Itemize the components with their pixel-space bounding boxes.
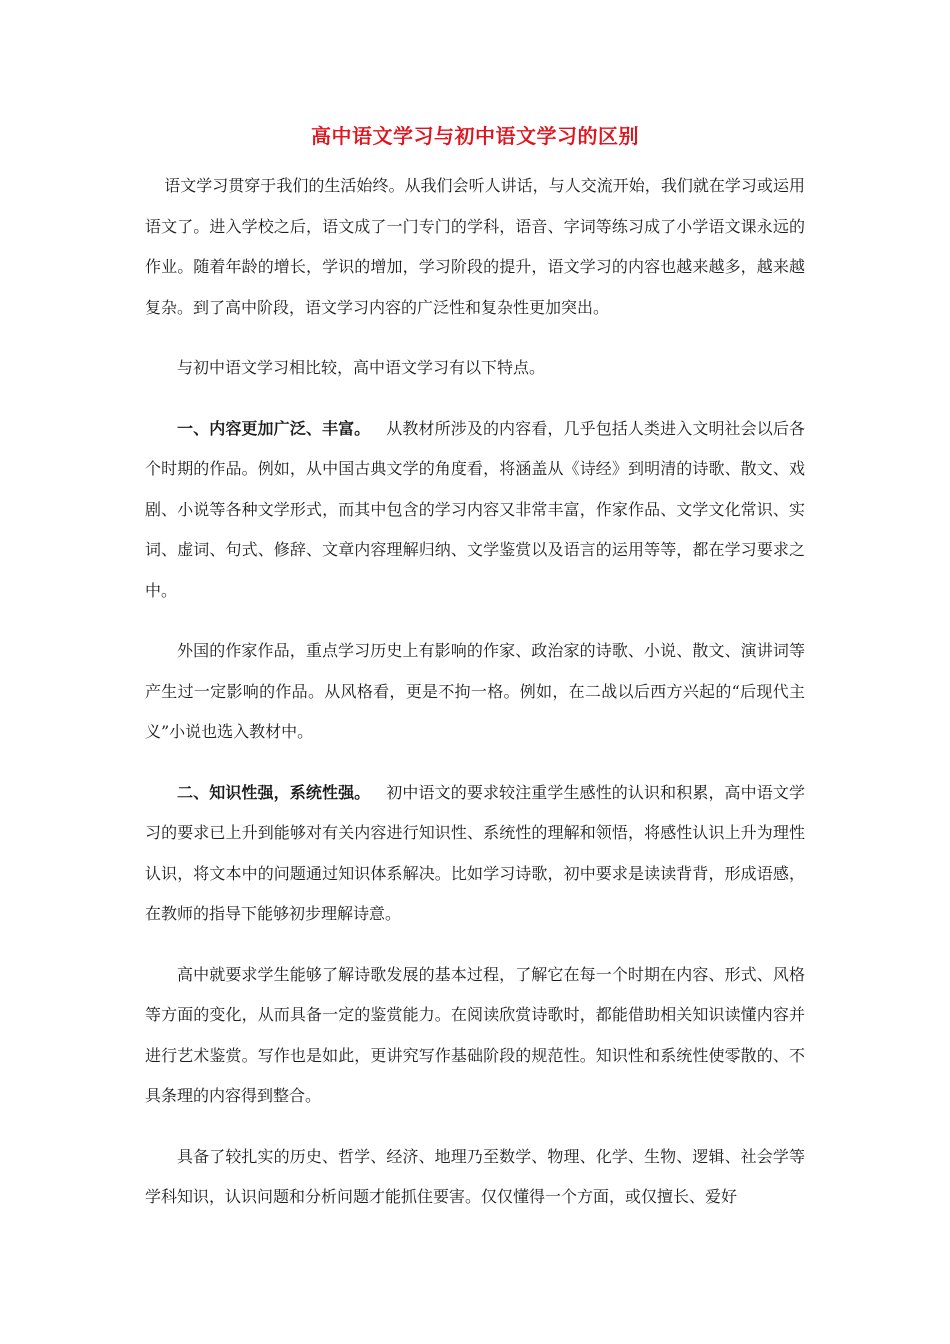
paragraph-text: 语文学习贯穿于我们的生活始终。从我们会听人讲话，与人交流开始，我们就在学习或运用语文了。进入学校之后，语文成了一门专门的学科，语音、字词等练习成了小学语文课永远的作业。随着年龄的增长，学识的增加，学习阶段的提升，语文学习的内容也越来越多，越来越复杂。到了高中阶段，语文学习内容的广泛性和复杂性更加突出。 — [145, 176, 805, 317]
paragraph-text: 与初中语文学习相比较，高中语文学习有以下特点。 — [177, 358, 546, 377]
paragraph — [145, 409, 805, 612]
paragraph-text: 初中语文的要求较注重学生感性的认识和积累，高中语文学习的要求已上升到能够对有关内容进行知识性、系统性的理解和领悟，将感性认识上升为理性认识，将文本中的问题通过知识体系解决。比如学习诗歌，初中要求是读读背背，形成语感，在教师的指导下能够初步理解诗意。 — [145, 782, 805, 923]
paragraph — [145, 631, 805, 753]
paragraph — [145, 773, 805, 935]
section-heading: 一、内容更加广泛、丰富。 — [177, 418, 371, 438]
paragraph — [145, 955, 805, 1117]
section-heading: 二、知识性强，系统性强。 — [177, 782, 371, 802]
paragraph — [145, 1137, 805, 1218]
document-title: 高中语文学习与初中语文学习的区别 — [311, 124, 639, 148]
paragraph-text: 高中就要求学生能够了解诗歌发展的基本过程，了解它在每一个时期在内容、形式、风格等方面的变化，从而具备一定的鉴赏能力。在阅读欣赏诗歌时，都能借助相关知识读懂内容并进行艺术鉴赏。写作也是如此，更讲究写作基础阶段的规范性。知识性和系统性使零散的、不具条理的内容得到整合。 — [145, 964, 805, 1105]
paragraph-text: 具备了较扎实的历史、哲学、经济、地理乃至数学、物理、化学、生物、逻辑、社会学等学科知识，认识问题和分析问题才能抓住要害。仅仅懂得一个方面，或仅擅长、爱好 — [145, 1146, 805, 1206]
document-page — [145, 118, 805, 1238]
paragraph-text: 外国的作家作品，重点学习历史上有影响的作家、政治家的诗歌、小说、散文、演讲词等产生过一定影响的作品。从风格看，更是不拘一格。例如，在二战以后西方兴起的“后现代主义”小说也选入教材中。 — [145, 641, 805, 741]
paragraph-text: 从教材所涉及的内容看，几乎包括人类进入文明社会以后各个时期的作品。例如，从中国古典文学的角度看，将涵盖从《诗经》到明清的诗歌、散文、戏剧、小说等各种文学形式，而其中包含的学习内容又非常丰富，作家作品、文学文化常识、实词、虚词、句式、修辞、文章内容理解归纳、文学鉴赏以及语言的运用等等，都在学习要求之中。 — [145, 418, 805, 600]
paragraph — [145, 348, 805, 389]
paragraph — [145, 166, 805, 328]
